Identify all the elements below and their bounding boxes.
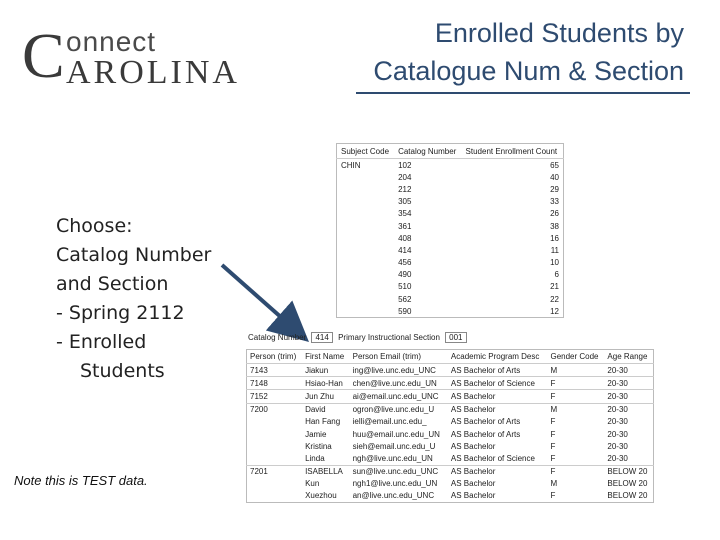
email-cell: chen@live.unc.edu_UN — [350, 377, 448, 390]
subject-code-cell — [337, 257, 395, 269]
table-row — [337, 183, 564, 195]
age-range-cell: 20-30 — [604, 403, 653, 416]
first-name-cell: ISABELLA — [302, 465, 350, 478]
first-name-cell: Kristina — [305, 441, 332, 451]
column-header: Person (trim) — [247, 350, 303, 364]
table-row — [247, 428, 654, 440]
age-range-cell: 20-30 — [607, 365, 628, 375]
enrollment-count-cell: 6 — [554, 270, 559, 280]
gender-cell: M — [550, 479, 558, 489]
catalog-number-label: Catalog Number — [248, 333, 307, 342]
age-range-cell: 20-30 — [607, 417, 628, 427]
age-range-cell: BELOW 20 — [607, 491, 648, 501]
email-cell: sieh@email.unc.edu_U — [352, 441, 436, 451]
email-cell: ai@email.unc.edu_UNC — [350, 390, 448, 403]
subject-code-cell — [337, 305, 395, 318]
gender-cell: F — [550, 429, 556, 439]
column-header: First Name — [302, 350, 350, 364]
catalog-number-cell: 212 — [398, 184, 412, 194]
age-range-cell: BELOW 20 — [604, 465, 653, 478]
logo-arolina: AROLINA — [66, 54, 240, 91]
table-row — [247, 478, 654, 490]
person-cell: 7148 — [247, 377, 303, 390]
instruction-line: - Spring 2112 — [56, 302, 185, 324]
age-range-cell: 20-30 — [607, 429, 628, 439]
program-cell: AS Bachelor of Arts — [450, 417, 521, 427]
column-header: Age Range — [604, 350, 653, 364]
email-cell: ngh1@live.unc.edu_UN — [352, 479, 438, 489]
logo-c: C — [22, 20, 65, 91]
table-row — [337, 208, 564, 220]
filter-bar — [248, 332, 470, 343]
table-row — [337, 159, 564, 172]
column-header: Student Enrollment Count — [462, 144, 564, 159]
person-cell — [247, 478, 303, 490]
test-data-note: Note this is TEST data. — [14, 473, 148, 488]
table-row — [247, 416, 654, 428]
age-range-cell: BELOW 20 — [607, 479, 648, 489]
column-header: Gender Code — [547, 350, 604, 364]
enrollment-count-cell: 33 — [550, 197, 559, 207]
table-row — [247, 403, 654, 416]
column-header: Person Email (trim) — [350, 350, 448, 364]
column-header: Academic Program Desc — [448, 350, 548, 364]
person-cell — [247, 452, 303, 465]
age-range-cell: 20-30 — [604, 377, 653, 390]
title-line-2: Catalogue Num & Section — [373, 56, 684, 86]
first-name-cell: Jun Zhu — [302, 390, 350, 403]
instruction-line: and Section — [56, 273, 169, 295]
table-row — [337, 257, 564, 269]
table-row — [337, 244, 564, 256]
age-range-cell: 20-30 — [607, 441, 628, 451]
subject-code-cell — [337, 220, 395, 232]
enrollment-count-cell: 29 — [550, 184, 559, 194]
first-name-cell: Han Fang — [305, 417, 341, 427]
gender-cell: F — [550, 453, 556, 463]
table-row — [247, 465, 654, 478]
subject-code-cell — [337, 269, 395, 281]
person-cell — [247, 416, 303, 428]
table-row — [337, 269, 564, 281]
gender-cell: F — [550, 441, 556, 451]
email-cell: ielli@email.unc.edu_ — [352, 417, 427, 427]
program-cell: AS Bachelor — [450, 491, 496, 501]
person-cell — [247, 428, 303, 440]
catalog-number-cell: 361 — [398, 221, 412, 231]
gender-cell: F — [547, 390, 604, 403]
table-row — [337, 171, 564, 183]
catalog-number-cell: 414 — [398, 245, 412, 255]
gender-cell: F — [547, 377, 604, 390]
email-cell: ogron@live.unc.edu_U — [350, 403, 448, 416]
section-select[interactable]: 001 — [445, 332, 466, 343]
enrollment-count-cell: 26 — [550, 209, 559, 219]
enrollment-count-cell: 21 — [550, 282, 559, 292]
subject-code-cell: CHIN — [341, 160, 361, 170]
catalog-number-cell: 102 — [398, 160, 412, 170]
table-row — [247, 377, 654, 390]
email-cell: huu@email.unc.edu_UN — [352, 429, 440, 439]
logo-connect: onnect — [66, 26, 157, 57]
first-name-cell: Linda — [305, 453, 325, 463]
program-cell: AS Bachelor — [450, 441, 496, 451]
catalog-number-cell: 408 — [398, 233, 412, 243]
table-row — [337, 220, 564, 232]
email-cell: sun@live.unc.edu_UNC — [350, 465, 448, 478]
program-cell: AS Bachelor — [448, 465, 548, 478]
person-cell — [247, 490, 303, 503]
table-row — [337, 305, 564, 318]
program-cell: AS Bachelor of Arts — [450, 365, 521, 375]
catalog-number-cell: 204 — [398, 172, 412, 182]
instruction-line: Catalog Number — [56, 244, 212, 266]
first-name-cell: Jiakun — [305, 365, 329, 375]
person-cell: 7152 — [247, 390, 303, 403]
instruction-line: Students — [80, 360, 165, 382]
column-header: Catalog Number — [394, 144, 461, 159]
section-label: Primary Instructional Section — [338, 333, 440, 342]
enrollment-count-cell: 11 — [550, 245, 559, 255]
email-cell: ngh@live.unc.edu_UN — [352, 453, 433, 463]
table-row — [247, 452, 654, 465]
subject-code-cell — [337, 183, 395, 195]
table-row — [247, 490, 654, 503]
gender-cell: F — [550, 417, 556, 427]
person-cell: 7200 — [247, 403, 303, 416]
enrollment-count-table — [336, 143, 564, 318]
subject-code-cell — [337, 293, 395, 305]
table-row — [337, 232, 564, 244]
subject-code-cell — [337, 232, 395, 244]
subject-code-cell — [337, 196, 395, 208]
age-range-cell: 20-30 — [604, 390, 653, 403]
program-cell: AS Bachelor of Science — [448, 377, 548, 390]
enrollment-count-cell: 12 — [550, 306, 559, 316]
first-name-cell: Kun — [305, 479, 320, 489]
table-row — [247, 390, 654, 403]
subject-code-cell — [337, 281, 395, 293]
person-cell: 7201 — [247, 465, 303, 478]
catalog-number-cell: 590 — [398, 306, 412, 316]
instruction-line: - Enrolled — [56, 331, 147, 353]
email-cell: an@live.unc.edu_UNC — [352, 491, 435, 501]
gender-cell: F — [550, 491, 556, 501]
program-cell: AS Bachelor — [448, 403, 548, 416]
catalog-number-cell: 456 — [398, 258, 412, 268]
table-row — [337, 281, 564, 293]
instruction-line: Choose: — [56, 215, 133, 237]
first-name-cell: Xuezhou — [305, 491, 337, 501]
enrolled-students-table — [246, 349, 654, 503]
subject-code-cell — [337, 171, 395, 183]
catalog-number-select[interactable]: 414 — [311, 332, 332, 343]
catalog-number-cell: 490 — [398, 270, 412, 280]
enrollment-count-cell: 22 — [550, 294, 559, 304]
gender-cell: M — [547, 403, 604, 416]
catalog-number-cell: 354 — [398, 209, 412, 219]
program-cell: AS Bachelor — [448, 390, 548, 403]
gender-cell: F — [547, 465, 604, 478]
enrollment-count-cell: 16 — [550, 233, 559, 243]
program-cell: AS Bachelor of Science — [450, 453, 535, 463]
program-cell: AS Bachelor — [450, 479, 496, 489]
person-cell — [247, 440, 303, 452]
column-header: Subject Code — [337, 144, 395, 159]
gender-cell: M — [550, 365, 558, 375]
table-row — [247, 364, 654, 377]
first-name-cell: Hsiao-Han — [302, 377, 350, 390]
title-line-1: Enrolled Students by — [434, 18, 684, 48]
program-cell: AS Bachelor of Arts — [450, 429, 521, 439]
enrollment-count-cell: 40 — [550, 172, 559, 182]
subject-code-cell — [337, 244, 395, 256]
age-range-cell: 20-30 — [607, 453, 628, 463]
enrollment-count-cell: 38 — [550, 221, 559, 231]
table-row — [247, 440, 654, 452]
subject-code-cell — [337, 208, 395, 220]
person-cell: 7143 — [250, 365, 268, 375]
enrollment-count-cell: 10 — [550, 258, 559, 268]
first-name-cell: David — [302, 403, 350, 416]
catalog-number-cell: 510 — [398, 282, 412, 292]
table-row — [337, 196, 564, 208]
catalog-number-cell: 305 — [398, 197, 412, 207]
catalog-number-cell: 562 — [398, 294, 412, 304]
email-cell: ing@live.unc.edu_UNC — [352, 365, 436, 375]
table-row — [337, 293, 564, 305]
first-name-cell: Jamie — [305, 429, 327, 439]
enrollment-count-cell: 65 — [550, 160, 559, 170]
